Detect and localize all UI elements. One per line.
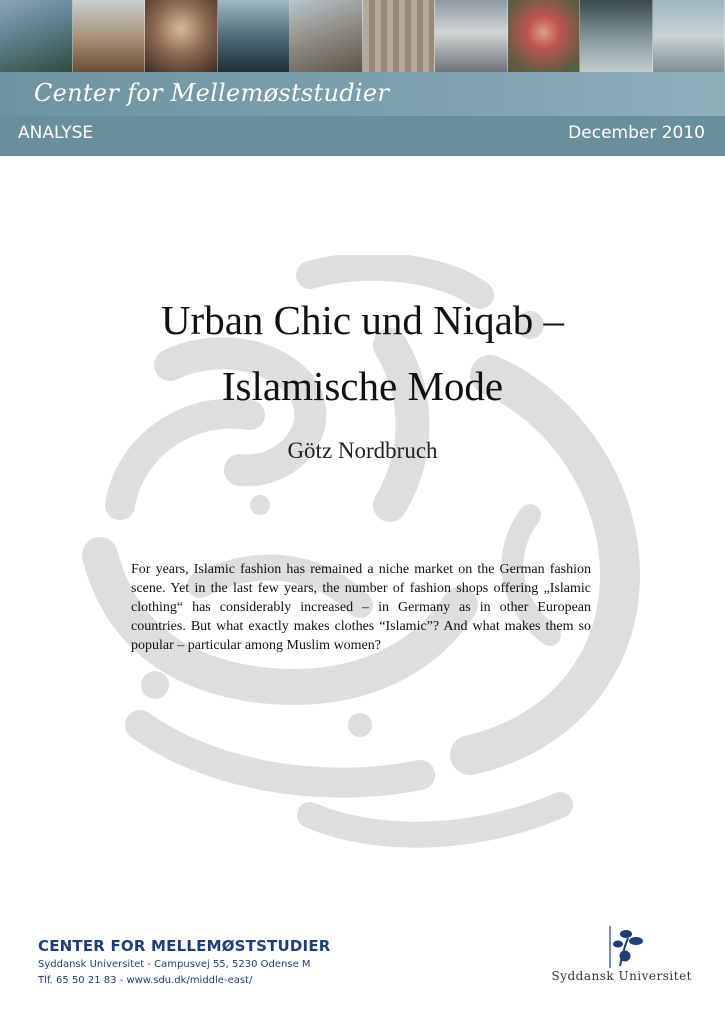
abstract-paragraph: For years, Islamic fashion has remained a niche market on the German fashion scene. Yet in the last few years, the number of fashion shops offering „Islamic clothing“ has considerably increased – in Germany as in other European countries. But what exactly makes clothes “Islamic”? And what makes them so popular – particular among Muslim women?: [131, 562, 591, 653]
header-photo: [580, 0, 653, 72]
header-photo: [73, 0, 146, 72]
document-title-line1: Urban Chic und Niqab –: [160, 297, 565, 343]
footer-org-name: CENTER FOR MELLEMØSTSTUDIER: [38, 937, 331, 955]
document-type-label: ANALYSE: [18, 123, 94, 143]
footer-contact: Tlf. 65 50 21 83 - www.sdu.dk/middle-east/: [38, 975, 253, 986]
author-name: Götz Nordbruch: [287, 438, 438, 463]
header-photo: [653, 0, 725, 72]
sdu-tree-icon: [606, 924, 646, 970]
footer-address: Syddansk Universitet - Campusvej 55, 5230 Odense M: [38, 959, 311, 970]
header-photo: [218, 0, 291, 72]
header-photo: [363, 0, 436, 72]
header-photo: [145, 0, 218, 72]
header-photo: [0, 0, 73, 72]
document-title-line2: Islamische Mode: [221, 363, 504, 409]
header-photo: [290, 0, 363, 72]
center-name: Center for Mellemøststudier: [34, 79, 390, 107]
publication-date: December 2010: [568, 123, 705, 143]
university-name: Syddansk Universitet: [551, 969, 692, 983]
header-photo: [508, 0, 581, 72]
header-photo-strip: [0, 0, 725, 72]
header-photo: [435, 0, 508, 72]
arabic-calligraphy-watermark-icon: [60, 255, 670, 855]
